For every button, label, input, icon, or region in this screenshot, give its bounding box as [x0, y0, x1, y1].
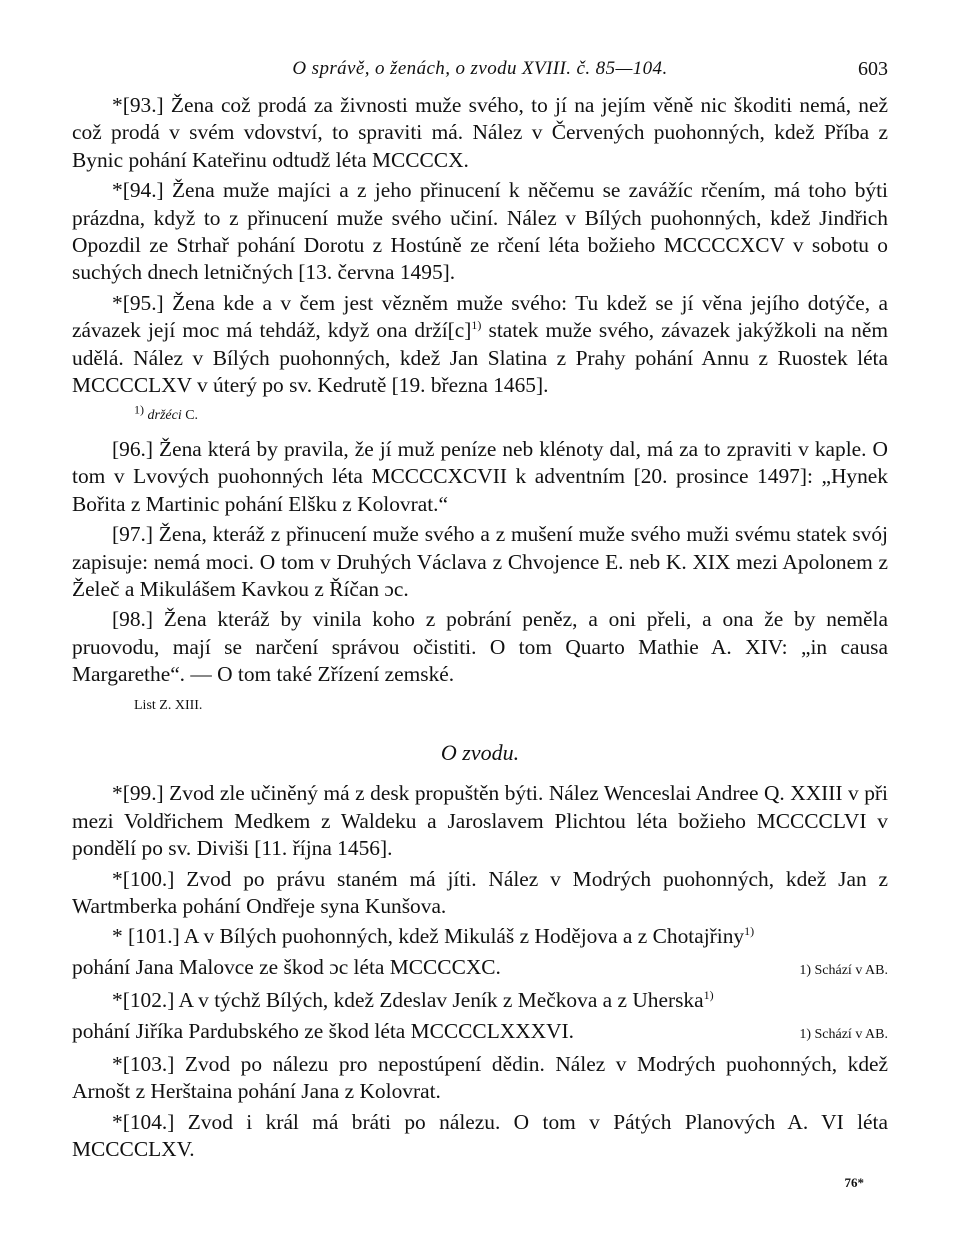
- footnote-95: [134, 402, 888, 429]
- entry-97: [97.] Žena, kteráž z přinucení muže svého a z mušení muže svého muži svému statek svój zapisuje: nemá moci. O tom v Druhých Václava z Chvojence E. neb K. XIX mezi Apolonem z Želeč a Mikulášem Kavkou z Říčan ɔc.: [72, 522, 888, 601]
- entry-95: [72, 290, 888, 400]
- entry-104: *[104.] Zvod i král má bráti po nálezu. O tom v Pátých Planových A. VI léta MCCCCLXV.: [72, 1109, 888, 1162]
- entry-98: [98.] Žena kteráž by vinila koho z pobrání peněz, a oni přeli, a ona že by neměla pruovodu, mají se narčení správou očistiti. O tom Quarto Mathie A. XIV: „in causa Margarethe“. — O tom také Zřízení zemské.: [72, 607, 888, 687]
- page-number: 603: [858, 58, 888, 80]
- entry-101-line2-row: [72, 954, 888, 984]
- footnote-ref: 1): [744, 924, 755, 939]
- footnote-source: C.: [185, 408, 199, 424]
- footnote-ref: 1): [471, 318, 482, 333]
- source-note: List Z. XIII.: [134, 697, 203, 713]
- entry-103: *[103.] Zvod po nálezu pro nepostúpení dědin. Nález v Modrých puohonných, kdež Arnošt z Herštaina pohání Jana z Kolovrat.: [72, 1052, 888, 1104]
- entry-102: [72, 987, 888, 1014]
- side-note-101: 1) Schází v AB.: [799, 962, 888, 978]
- entry-102-line2-row: [72, 1018, 888, 1048]
- entry-100: *[100.] Zvod po právu staném má jíti. Nález v Modrých puohonných, kdež Jan z Wartmberka pohání Ondřeje syna Kunšova.: [72, 866, 888, 918]
- entry-93: *[93.] Žena což prodá za živnosti muže svého, to jí na jejím věně nic škoditi nemá, než což prodá v svém vdovství, to spraviti má. Nález v Červených puohonných, kdež Příba z Bynic pohání Kateřinu odtudž léta MCCCCX.: [72, 93, 888, 172]
- entry-95-text-b: statek muže svého, závazek jakýžkoli na něm udělá. Nález v Bílých puohonných, kdež Jan Slatina z Prahy pohání Annu z Ruostek léta MCCCCLXV v úterý po sv. Kedrutě [19. března 1465].: [72, 318, 888, 398]
- entry-101: [72, 923, 888, 950]
- section-title: O zvodu.: [440, 739, 520, 765]
- entry-102-line1: *[102.] A v týchž Bílých, kdež Zdeslav Jeník z Mečkova a z Uherska: [112, 988, 704, 1013]
- signature-mark: 76*: [844, 1175, 864, 1190]
- entry-94: *[94.] Žena muže majíci a z jeho přinucení k něčemu se zavážíc rčením, má toho býti prázdna, když to z přinucení muže svého učiní. Nález v Bílých puohonných, kdež Jindřich Opozdil ze Strhař pohání Dorotu z Hostúně ze rčení léta božieho MCCCCXCV v sobotu o suchých dnech letničných [13. června 1495].: [72, 178, 888, 285]
- footnote-word: držéci: [147, 408, 182, 424]
- page-header: [72, 58, 888, 92]
- entry-95-text-a: *[95.] Žena kde a v čem jest vězněm muže svého: Tu kdež se jí věna jejího dotýče, a závazek její moc má tehdáž, když ona drží[c]: [72, 290, 888, 343]
- entry-102-line2: pohání Jiříka Pardubského ze škod léta MCCCCLXXXVI.: [72, 1018, 575, 1043]
- entry-101-line2: pohání Jana Malovce ze škod ɔc léta MCCCCXC.: [72, 954, 501, 979]
- entry-99: *[99.] Zvod zle učiněný má z desk propuštěn býti. Nález Wenceslai Andree Q. XXIII v při mezi Voldřichem Medkem z Waldeku a Jaroslavem Plichtou léta božieho MCCCCLVI v pondělí po sv. Diviši [11. října 1456].: [72, 781, 888, 861]
- main-text: [72, 92, 888, 1164]
- footnote-mark: 1): [134, 402, 144, 417]
- side-note-102: 1) Schází v AB.: [799, 1026, 888, 1042]
- entry-101-line1: * [101.] A v Bílých puohonných, kdež Mikuláš z Hodějova a z Chotajřiny: [112, 924, 745, 949]
- page: [72, 58, 888, 1167]
- footnote-ref: 1): [703, 988, 714, 1003]
- running-head: O správě, o ženách, o zvodu XVIII. č. 85—104.: [292, 58, 668, 79]
- entry-96: [96.] Žena která by pravila, že jí muž peníze neb klénoty dal, má za to zpraviti v kaple. O tom v Lvových puohonných léta MCCCCXCVII k adventním [20. prosince 1497]: „Hynek Bořita z Martinic pohání Elšku z Kolovrat.“: [72, 436, 888, 516]
